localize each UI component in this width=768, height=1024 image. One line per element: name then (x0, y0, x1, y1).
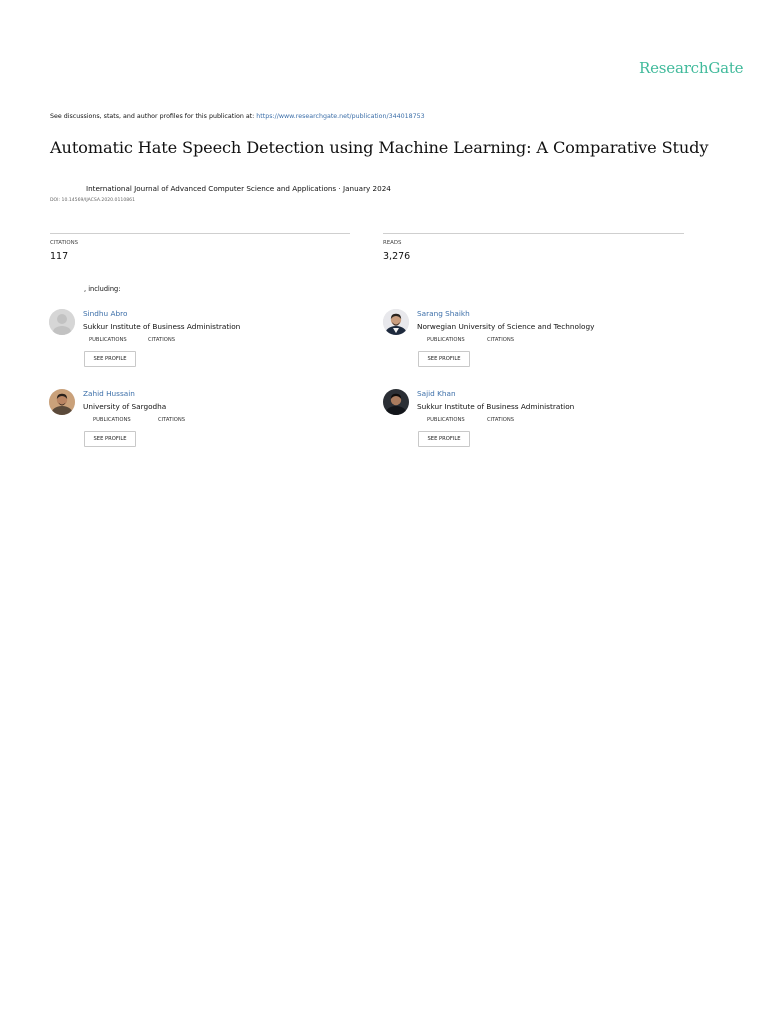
citations-label: CITATIONS (487, 417, 515, 423)
author-institution: Sukkur Institute of Business Administration (417, 402, 575, 411)
publications-label: PUBLICATIONS (93, 417, 131, 423)
profile-photo-icon (383, 309, 409, 335)
author-card (383, 309, 703, 379)
citations-label: CITATIONS (487, 337, 515, 343)
author-institution: Norwegian University of Science and Technology (417, 322, 595, 331)
citations-label: CITATIONS (50, 240, 79, 246)
doi: DOI: 10.14569/IJACSA.2020.0110861 (50, 198, 136, 203)
citations-label: CITATIONS (158, 417, 186, 423)
discussion-line (50, 113, 425, 120)
publications-label: PUBLICATIONS (427, 337, 465, 343)
author-name[interactable]: Sindhu Abro (83, 309, 128, 318)
avatar[interactable] (49, 309, 75, 335)
avatar[interactable] (383, 309, 409, 335)
avatar[interactable] (49, 389, 75, 415)
discussion-text: See discussions, stats, and author profiles for this publication at: (50, 113, 255, 120)
publications-label: PUBLICATIONS (427, 417, 465, 423)
default-user-icon (49, 309, 75, 335)
paper-title: Automatic Hate Speech Detection using Machine Learning: A Comparative Study (50, 138, 709, 157)
divider-right (383, 233, 684, 234)
author-card (49, 389, 369, 459)
reads-count: 3,276 (383, 251, 411, 262)
reads-label: READS (383, 240, 402, 246)
researchgate-logo[interactable]: ResearchGate (639, 59, 744, 77)
publications-label: PUBLICATIONS (89, 337, 127, 343)
profile-photo-icon (49, 389, 75, 415)
author-card (49, 309, 369, 379)
see-profile-button[interactable]: SEE PROFILE (418, 431, 470, 447)
author-institution: University of Sargodha (83, 402, 167, 411)
citations-label: CITATIONS (148, 337, 176, 343)
citations-count: 117 (50, 251, 69, 262)
author-name[interactable]: Sarang Shaikh (417, 309, 470, 318)
avatar[interactable] (383, 389, 409, 415)
author-institution: Sukkur Institute of Business Administration (83, 322, 241, 331)
author-name[interactable]: Sajid Khan (417, 389, 456, 398)
author-name[interactable]: Zahid Hussain (83, 389, 135, 398)
see-profile-button[interactable]: SEE PROFILE (418, 351, 470, 367)
authors-intro: , including: (84, 285, 121, 293)
author-card (383, 389, 703, 459)
publication-link[interactable]: https://www.researchgate.net/publication/344018753 (256, 113, 425, 120)
profile-photo-icon (383, 389, 409, 415)
see-profile-button[interactable]: SEE PROFILE (84, 351, 136, 367)
journal-info: International Journal of Advanced Computer Science and Applications · January 2024 (86, 184, 391, 193)
see-profile-button[interactable]: SEE PROFILE (84, 431, 136, 447)
divider-left (50, 233, 350, 234)
